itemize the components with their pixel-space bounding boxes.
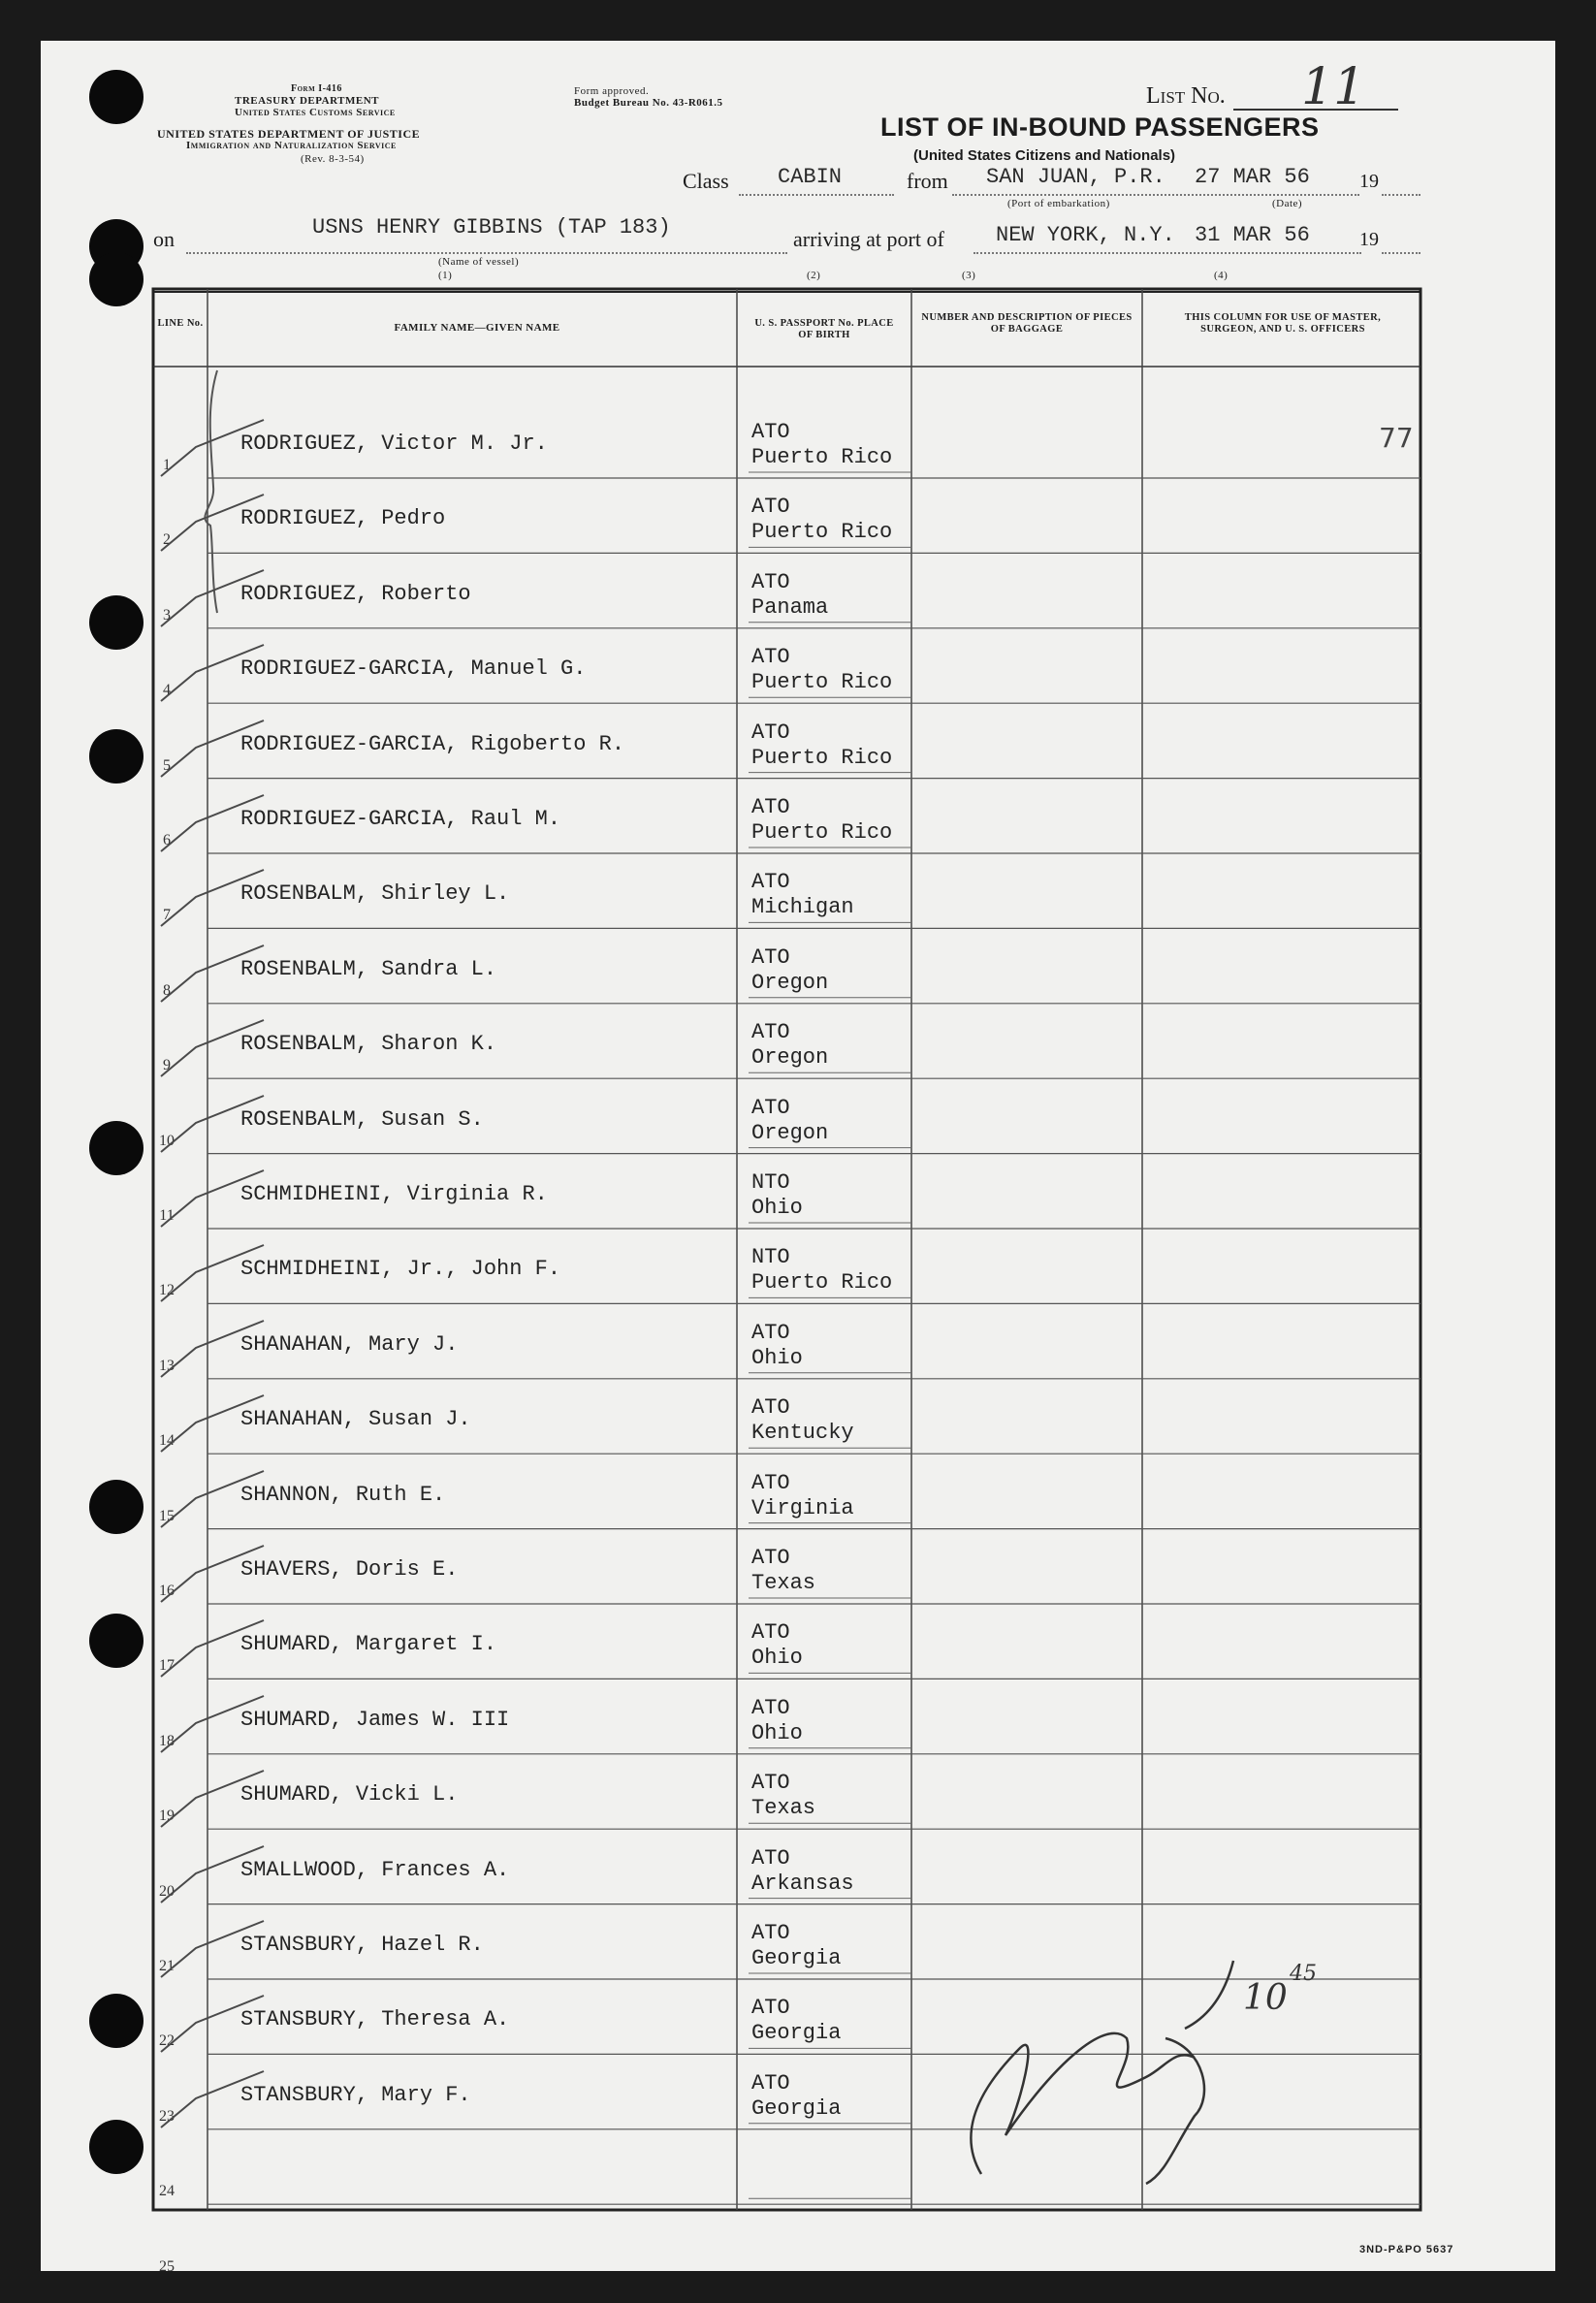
check-mark (157, 1463, 273, 1531)
punch-hole (89, 1614, 144, 1668)
check-mark (157, 1613, 273, 1680)
svg-text:45: 45 (1290, 1962, 1317, 1986)
place-of-birth: Kentucky (751, 1421, 854, 1446)
line-number: 7 (163, 907, 171, 924)
line-number: 24 (159, 2183, 175, 2200)
passport-code: ATO (751, 569, 790, 594)
passport-code: ATO (751, 1395, 790, 1421)
table-row (41, 1530, 1555, 1606)
line-number: 21 (159, 1958, 175, 1974)
check-mark (157, 637, 273, 705)
line-number: 17 (159, 1657, 175, 1675)
place-of-birth: Ohio (751, 1196, 803, 1220)
arriving-label: arriving at port of (793, 227, 944, 251)
punch-hole (89, 595, 144, 650)
check-mark (157, 1913, 273, 1981)
place-of-birth: Virginia (751, 1495, 854, 1520)
passport-code: ATO (751, 944, 790, 970)
column-baggage: NUMBER AND DESCRIPTION OF PIECES OF BAGGAGE (921, 312, 1133, 335)
check-mark (157, 1237, 273, 1305)
place-of-birth: Ohio (751, 1720, 803, 1745)
check-mark (157, 1163, 273, 1231)
passport-code: ATO (751, 720, 790, 745)
list-no-value: 11 (1301, 58, 1366, 116)
svg-text:10: 10 (1243, 1978, 1288, 2018)
class-value: CABIN (778, 165, 843, 189)
col-num-3: (3) (962, 270, 976, 281)
passenger-name: SMALLWOOD, Frances A. (240, 1857, 510, 1882)
column-family-name: FAMILY NAME—GIVEN NAME (394, 322, 560, 334)
line-number: 9 (163, 1057, 171, 1074)
passport-code: ATO (751, 1620, 790, 1646)
revision-date: (Rev. 8-3-54) (301, 153, 365, 165)
place-of-birth: Michigan (751, 895, 854, 920)
table-row (41, 555, 1555, 630)
passport-code: ATO (751, 1320, 790, 1345)
table-row (41, 780, 1555, 855)
table-row (41, 854, 1555, 930)
punch-hole (89, 1121, 144, 1175)
column-passport: U. S. PASSPORT No. PLACE OF BIRTH (754, 318, 894, 340)
immigration-service: Immigration and Naturalization Service (186, 140, 397, 151)
check-mark (157, 938, 273, 1006)
place-of-birth: Panama (751, 594, 829, 620)
place-of-birth: Texas (751, 1571, 816, 1595)
form-approved: Form approved. (574, 85, 650, 97)
check-mark (157, 562, 273, 630)
check-mark (157, 787, 273, 855)
officer-mark: 77 (1379, 422, 1414, 454)
check-mark (157, 1763, 273, 1831)
punch-hole (89, 70, 144, 124)
line-number: 16 (159, 1583, 175, 1599)
line-number: 4 (163, 682, 171, 699)
line-number: 20 (159, 1882, 175, 1900)
treasury-department: TREASURY DEPARTMENT (235, 95, 379, 107)
passport-code: ATO (751, 1546, 790, 1570)
place-of-birth: Ohio (751, 1345, 803, 1370)
passenger-name: SHUMARD, Vicki L. (240, 1782, 459, 1807)
budget-bureau-no: Budget Bureau No. 43-R061.5 (574, 97, 723, 109)
passport-code: NTO (751, 1170, 790, 1195)
passenger-name: ROSENBALM, Sandra L. (240, 956, 497, 981)
passenger-name: STANSBURY, Mary F. (240, 2082, 471, 2107)
passport-code: ATO (751, 1095, 790, 1120)
passenger-name: STANSBURY, Theresa A. (240, 2007, 510, 2032)
punch-hole (89, 252, 144, 306)
passport-code: ATO (751, 870, 790, 895)
passenger-name: SHAVERS, Doris E. (240, 1557, 459, 1582)
line-number: 13 (159, 1357, 175, 1374)
passenger-name: SHUMARD, James W. III (240, 1707, 510, 1732)
table-row (41, 705, 1555, 781)
passenger-name: ROSENBALM, Susan S. (240, 1106, 484, 1132)
place-of-birth: Georgia (751, 2021, 842, 2046)
place-of-birth: Arkansas (751, 1871, 854, 1896)
table-row (41, 1155, 1555, 1231)
page-title: LIST OF IN-BOUND PASSENGERS (880, 112, 1320, 142)
place-of-birth: Oregon (751, 1045, 829, 1071)
line-number: 18 (159, 1732, 175, 1749)
line-number: 19 (159, 1807, 175, 1825)
place-of-birth: Puerto Rico (751, 1270, 893, 1295)
col-num-1: (1) (438, 270, 453, 281)
table-row (41, 930, 1555, 1006)
check-mark (157, 412, 273, 480)
table-row (41, 1455, 1555, 1531)
punch-hole (89, 2120, 144, 2174)
line-number: 14 (159, 1432, 175, 1450)
line-number: 23 (159, 2107, 175, 2125)
place-of-birth: Oregon (751, 970, 829, 995)
arrival-date: 31 MAR 56 (1195, 223, 1310, 247)
place-of-birth: Georgia (751, 2095, 842, 2121)
justice-department: UNITED STATES DEPARTMENT OF JUSTICE (157, 127, 421, 141)
place-of-birth: Oregon (751, 1120, 829, 1145)
document-page (41, 41, 1555, 2275)
passenger-name: SHANNON, Ruth E. (240, 1482, 446, 1507)
vessel-name: USNS HENRY GIBBINS (TAP 183) (312, 215, 671, 240)
check-mark (157, 713, 273, 781)
passport-code: ATO (751, 1470, 790, 1495)
port-embark-caption: (Port of embarkation) (1007, 198, 1110, 209)
check-mark (157, 1988, 273, 2056)
col-num-2: (2) (807, 270, 821, 281)
check-mark (157, 1388, 273, 1455)
passenger-name: RODRIGUEZ, Roberto (240, 581, 471, 606)
passport-code: ATO (751, 2070, 790, 2095)
table-row (41, 1080, 1555, 1156)
on-label: on (153, 227, 175, 251)
passenger-name: ROSENBALM, Shirley L. (240, 881, 510, 907)
passport-code: ATO (751, 1845, 790, 1871)
arrival-port: NEW YORK, N.Y. (996, 223, 1175, 247)
punch-hole (89, 1994, 144, 2048)
check-mark (157, 1538, 273, 1606)
check-mark (157, 1313, 273, 1381)
passenger-name: RODRIGUEZ-GARCIA, Manuel G. (240, 656, 587, 682)
column-officers: THIS COLUMN FOR USE OF MASTER, SURGEON, AND U. S. OFFICERS (1184, 312, 1382, 335)
place-of-birth: Georgia (751, 1946, 842, 1970)
embarkation-date: 27 MAR 56 (1195, 165, 1310, 189)
passenger-name: RODRIGUEZ-GARCIA, Raul M. (240, 807, 561, 831)
passenger-name: RODRIGUEZ-GARCIA, Rigoberto R. (240, 731, 625, 756)
vessel-caption: (Name of vessel) (438, 256, 520, 268)
passenger-name: SCHMIDHEINI, Virginia R. (240, 1182, 548, 1206)
passport-code: ATO (751, 1020, 790, 1045)
year-prefix-2: 19 (1359, 229, 1379, 250)
table-row (41, 1680, 1555, 1756)
line-number: 5 (163, 756, 171, 774)
passport-code: NTO (751, 1245, 790, 1270)
passenger-name: SCHMIDHEINI, Jr., John F. (240, 1257, 561, 1282)
passport-code: ATO (751, 645, 790, 670)
check-mark (157, 862, 273, 930)
passenger-name: SHANAHAN, Mary J. (240, 1331, 459, 1357)
form-number: Form I-416 (291, 83, 342, 94)
punch-hole (89, 1480, 144, 1534)
check-mark (157, 1012, 273, 1080)
table-row (41, 1230, 1555, 1305)
table-row (41, 1380, 1555, 1455)
handwritten-signature (913, 1883, 1359, 2232)
passenger-name: RODRIGUEZ, Victor M. Jr. (240, 432, 548, 456)
port-of-embarkation: SAN JUAN, P.R. (986, 165, 1165, 189)
table-row (41, 1305, 1555, 1381)
place-of-birth: Puerto Rico (751, 820, 893, 845)
line-number: 2 (163, 531, 171, 549)
class-label: Class (683, 169, 729, 193)
line-number: 22 (159, 2032, 175, 2050)
table-row (41, 1005, 1555, 1080)
passenger-name: RODRIGUEZ, Pedro (240, 506, 446, 531)
from-label: from (907, 169, 948, 193)
passport-code: ATO (751, 420, 790, 444)
table-row (41, 404, 1555, 480)
line-number: 6 (163, 832, 171, 848)
table-row (41, 1755, 1555, 1831)
passport-code: ATO (751, 1771, 790, 1796)
check-mark (157, 1688, 273, 1756)
line-number: 25 (159, 2257, 175, 2275)
passenger-name: SHUMARD, Margaret I. (240, 1632, 497, 1657)
line-number: 10 (159, 1132, 175, 1149)
line-number: 11 (159, 1207, 175, 1224)
customs-service: United States Customs Service (235, 107, 396, 118)
date-caption: (Date) (1272, 198, 1303, 209)
passenger-name: ROSENBALM, Sharon K. (240, 1032, 497, 1057)
table-row (41, 629, 1555, 705)
line-number: 12 (159, 1282, 175, 1299)
passport-code: ATO (751, 795, 790, 819)
list-no-label: List No. (1146, 83, 1226, 109)
check-mark (157, 487, 273, 555)
table-row (41, 1605, 1555, 1680)
passport-code: ATO (751, 1921, 790, 1945)
print-code: 3ND-P&PO 5637 (1359, 2244, 1454, 2255)
punch-hole (89, 729, 144, 784)
place-of-birth: Puerto Rico (751, 670, 893, 695)
check-mark (157, 1088, 273, 1156)
place-of-birth: Puerto Rico (751, 445, 893, 469)
place-of-birth: Puerto Rico (751, 520, 893, 545)
line-number: 1 (163, 457, 171, 473)
check-mark (157, 1839, 273, 1906)
place-of-birth: Puerto Rico (751, 745, 893, 770)
col-num-4: (4) (1214, 270, 1229, 281)
passport-code: ATO (751, 1695, 790, 1720)
place-of-birth: Ohio (751, 1646, 803, 1671)
passport-code: ATO (751, 495, 790, 520)
line-number: 15 (159, 1507, 175, 1524)
table-row (41, 479, 1555, 555)
place-of-birth: Texas (751, 1796, 816, 1821)
year-prefix: 19 (1359, 171, 1379, 192)
column-line-no: LINE No. (157, 318, 204, 329)
check-mark (157, 2063, 273, 2131)
passport-code: ATO (751, 1996, 790, 2021)
line-number: 8 (163, 981, 171, 999)
passenger-name: SHANAHAN, Susan J. (240, 1407, 471, 1432)
line-number: 3 (163, 606, 171, 624)
passenger-name: STANSBURY, Hazel R. (240, 1933, 484, 1957)
page-subtitle: (United States Citizens and Nationals) (913, 147, 1176, 164)
